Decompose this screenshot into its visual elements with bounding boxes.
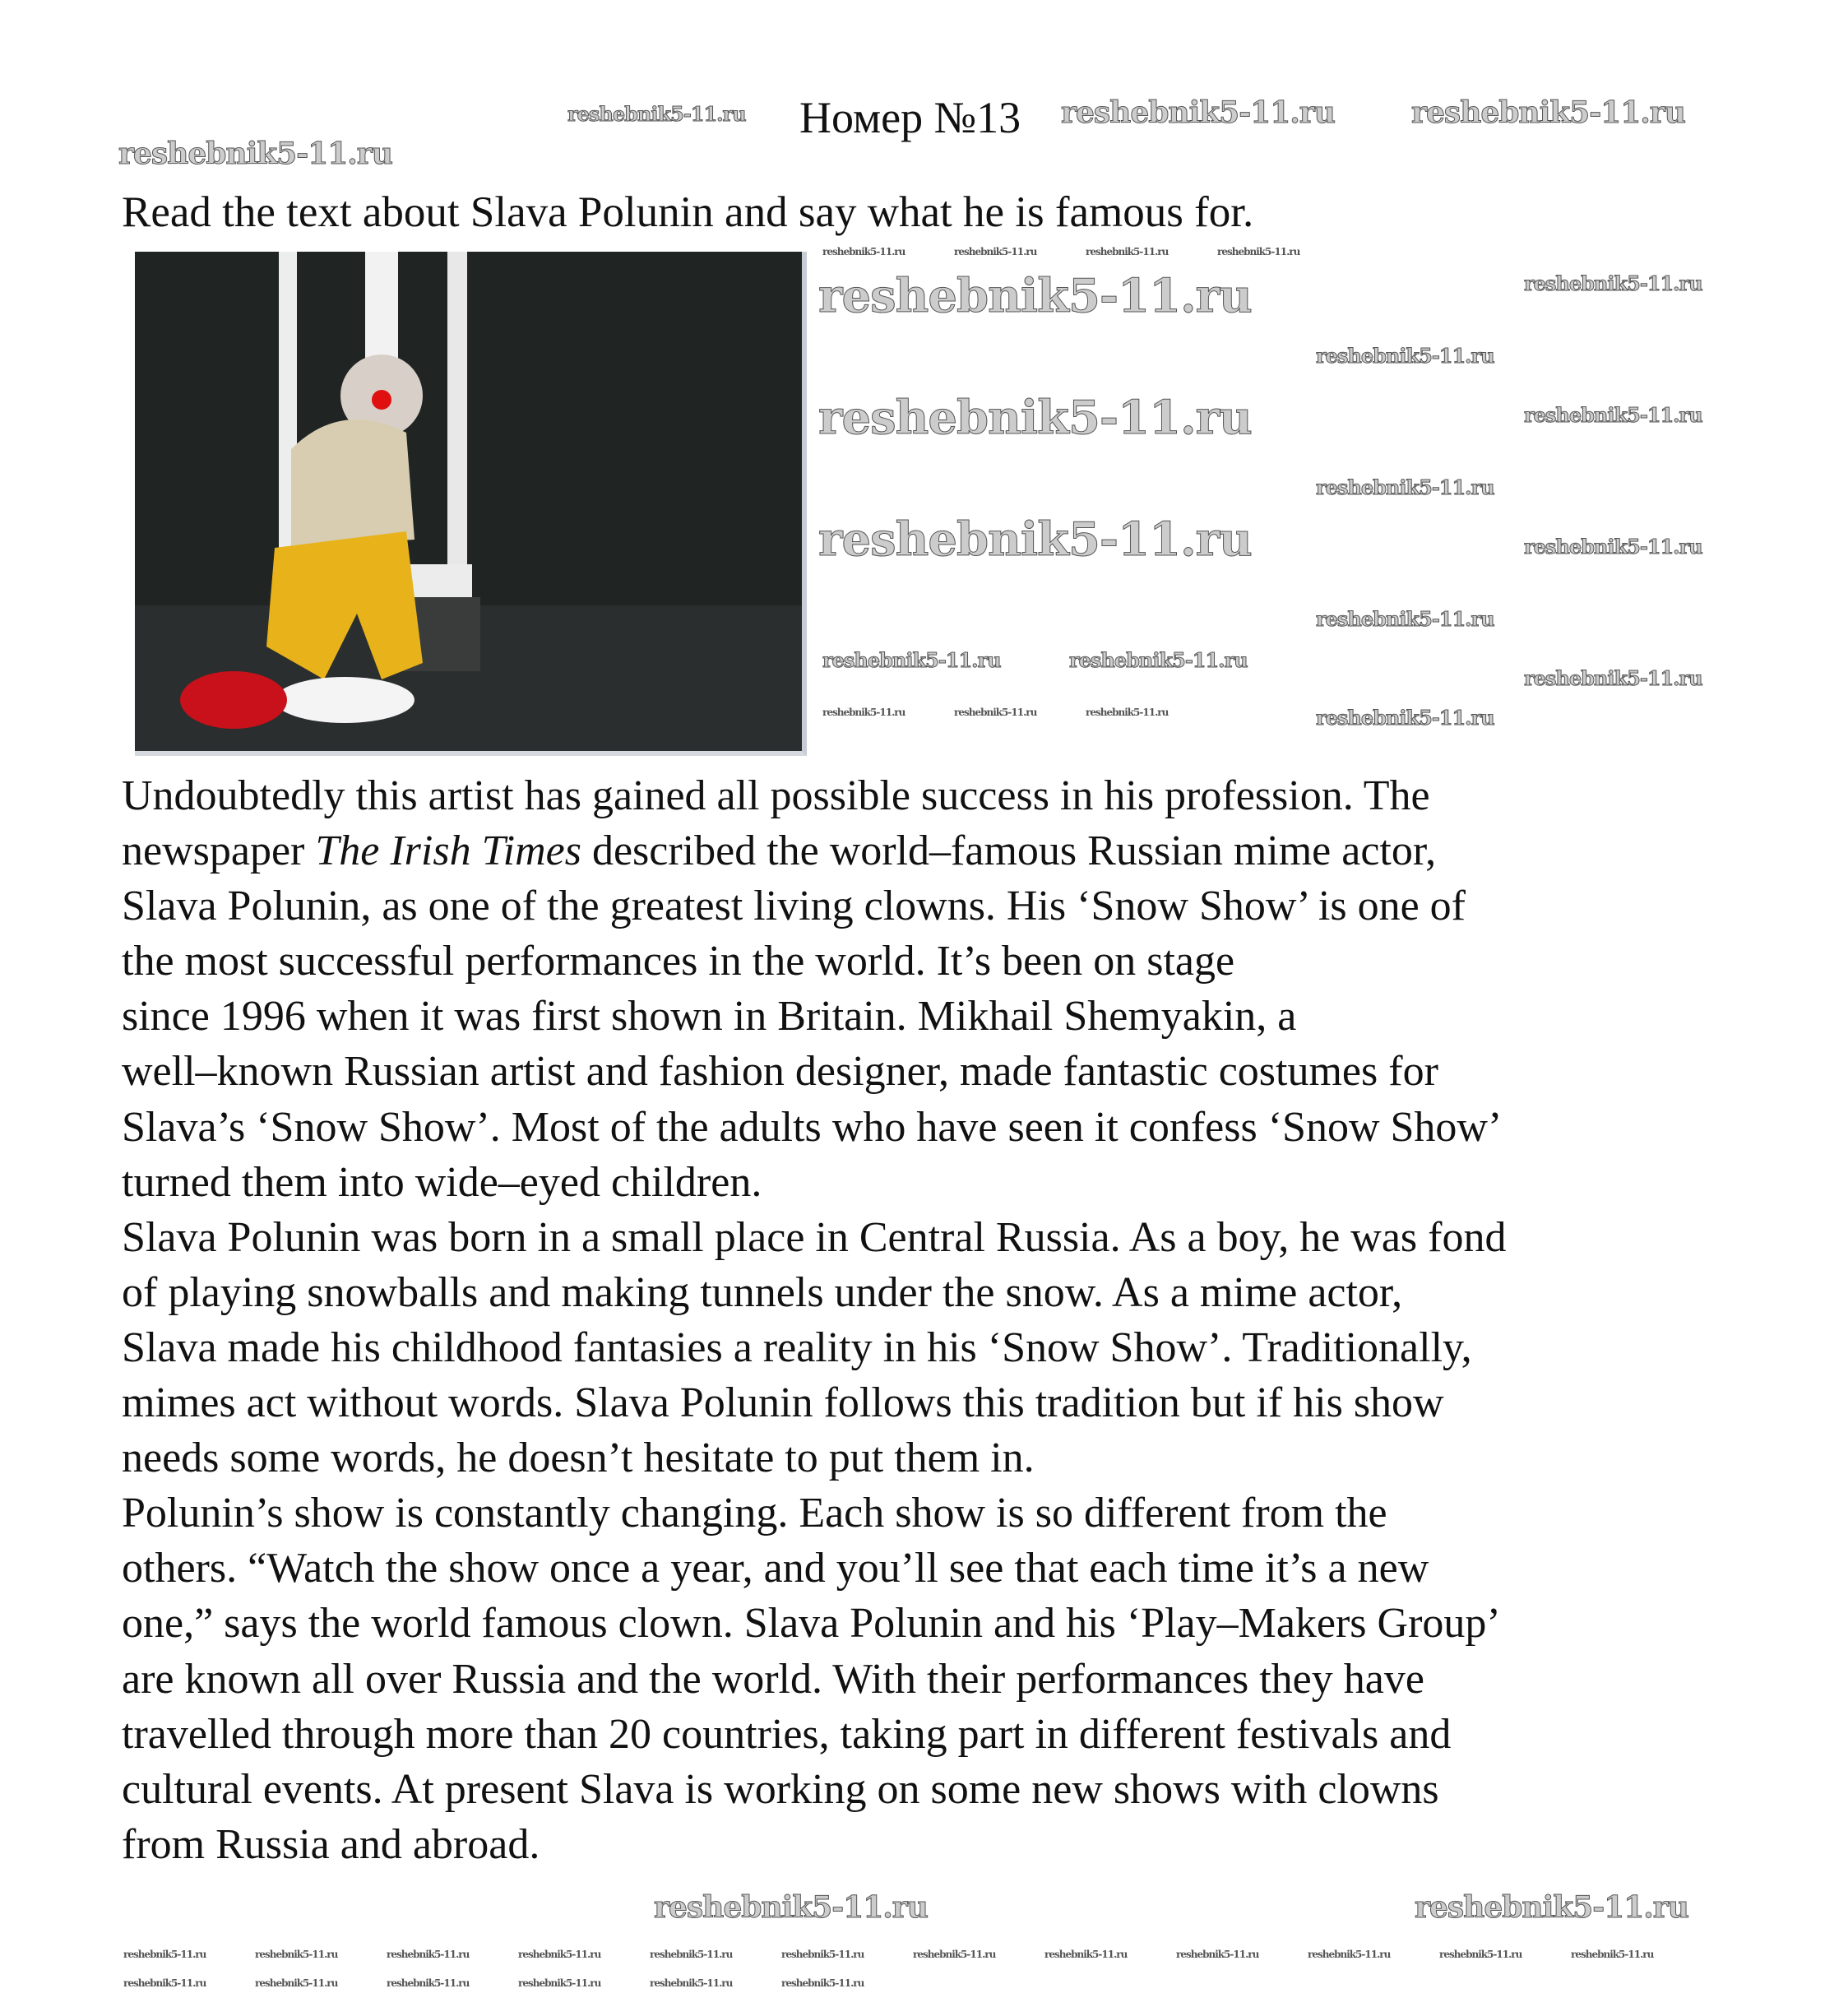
text-line xyxy=(122,878,1506,934)
watermark: reshebnik5-11.ru xyxy=(255,1949,338,1960)
text-line xyxy=(122,1541,1506,1596)
watermark: reshebnik5-11.ru xyxy=(518,1977,601,1989)
text-line xyxy=(122,1486,1506,1541)
text-line xyxy=(122,1707,1506,1762)
watermark: reshebnik5-11.ru xyxy=(954,707,1037,718)
watermark: reshebnik5-11.ru xyxy=(781,1949,864,1960)
text-line-content: from Russia and abroad. xyxy=(122,1820,540,1868)
watermark: reshebnik5-11.ru xyxy=(1316,706,1494,730)
text-line-content: cultural events. At present Slava is working on some new shows with clowns xyxy=(122,1765,1439,1813)
text-line xyxy=(122,1210,1506,1265)
watermark: reshebnik5-11.ru xyxy=(1308,1949,1391,1960)
watermark: reshebnik5-11.ru xyxy=(1176,1949,1259,1960)
text-line xyxy=(122,1817,1506,1872)
watermark: reshebnik5-11.ru xyxy=(1571,1949,1654,1960)
text-line-content: the most successful performances in the world. It’s been on stage xyxy=(122,938,1235,985)
watermark: reshebnik5-11.ru xyxy=(818,269,1252,323)
watermark: reshebnik5-11.ru xyxy=(1524,666,1702,690)
watermark: reshebnik5-11.ru xyxy=(518,1949,601,1960)
text-line xyxy=(122,1265,1506,1320)
text-line-content: Slava’s ‘Snow Show’. Most of the adults who have seen it confess ‘Snow Show’ xyxy=(122,1103,1503,1151)
text-line-content: well–known Russian artist and fashion designer, made fantastic costumes for xyxy=(122,1048,1438,1096)
text-line-content: travelled through more than 20 countries, taking part in different festivals and xyxy=(122,1710,1452,1758)
watermark: reshebnik5-11.ru xyxy=(255,1977,338,1989)
text-line-content: newspaper xyxy=(122,827,316,875)
text-line xyxy=(122,768,1506,823)
text-line-content: since 1996 when it was first shown in Britain. Mikhail Shemyakin, a xyxy=(122,993,1297,1041)
watermark: reshebnik5-11.ru xyxy=(818,391,1252,445)
watermark: reshebnik5-11.ru xyxy=(1217,246,1300,257)
text-line-content: mimes act without words. Slava Polunin follows this tradition but if his show xyxy=(122,1379,1444,1427)
watermark: reshebnik5-11.ru xyxy=(822,246,905,257)
watermark: reshebnik5-11.ru xyxy=(650,1977,733,1989)
watermark: reshebnik5-11.ru xyxy=(1069,648,1248,672)
watermark: reshebnik5-11.ru xyxy=(818,512,1252,567)
article-text xyxy=(122,768,1506,1872)
text-line xyxy=(122,1100,1506,1155)
text-line-content: Slava made his childhood fantasies a reality in his ‘Snow Show’. Traditionally, xyxy=(122,1323,1472,1371)
watermark: reshebnik5-11.ru xyxy=(822,707,905,718)
text-line xyxy=(122,989,1506,1044)
watermark: reshebnik5-11.ru xyxy=(913,1949,996,1960)
watermark: reshebnik5-11.ru xyxy=(1524,403,1702,427)
watermark: reshebnik5-11.ru xyxy=(118,137,392,171)
clown-photo-icon xyxy=(135,252,807,756)
text-line xyxy=(122,934,1506,989)
watermark: reshebnik5-11.ru xyxy=(654,1890,928,1925)
watermark: reshebnik5-11.ru xyxy=(1415,1890,1688,1925)
watermark: reshebnik5-11.ru xyxy=(1061,95,1335,130)
watermark: reshebnik5-11.ru xyxy=(1316,344,1494,368)
watermark: reshebnik5-11.ru xyxy=(1524,535,1702,559)
text-line xyxy=(122,1155,1506,1210)
watermark: reshebnik5-11.ru xyxy=(1044,1949,1128,1960)
page-title: Номер №13 xyxy=(799,93,1021,142)
text-line-content: Polunin’s show is constantly changing. Each show is so different from the xyxy=(122,1490,1387,1537)
watermark: reshebnik5-11.ru xyxy=(1316,607,1494,631)
watermark: reshebnik5-11.ru xyxy=(781,1977,864,1989)
watermark: reshebnik5-11.ru xyxy=(822,648,1001,672)
text-line xyxy=(122,1762,1506,1817)
task-instruction: Read the text about Slava Polunin and say what he is famous for. xyxy=(122,188,1254,236)
watermark: reshebnik5-11.ru xyxy=(650,1949,733,1960)
text-line-content: are known all over Russia and the world. With their performances they have xyxy=(122,1655,1424,1703)
text-line-content: of playing snowballs and making tunnels under the snow. As a mime actor, xyxy=(122,1268,1403,1316)
newspaper-title: The Irish Times xyxy=(315,827,581,875)
text-line-content: one,” says the world famous clown. Slava Polunin and his ‘Play–Makers Group’ xyxy=(122,1600,1501,1648)
text-line-content: Slava Polunin, as one of the greatest living clowns. His ‘Snow Show’ is one of xyxy=(122,883,1466,930)
text-line-content: Undoubtedly this artist has gained all possible success in his profession. The xyxy=(122,772,1430,819)
text-line xyxy=(122,1652,1506,1707)
text-line-content: needs some words, he doesn’t hesitate to put them in. xyxy=(122,1435,1035,1482)
watermark: reshebnik5-11.ru xyxy=(387,1949,470,1960)
watermark: reshebnik5-11.ru xyxy=(387,1977,470,1989)
watermark: reshebnik5-11.ru xyxy=(954,246,1037,257)
text-line-content: described the world–famous Russian mime actor, xyxy=(581,827,1437,875)
watermark: reshebnik5-11.ru xyxy=(1439,1949,1522,1960)
watermark: reshebnik5-11.ru xyxy=(1086,707,1169,718)
text-line-content: Slava Polunin was born in a small place in Central Russia. As a boy, he was fond xyxy=(122,1213,1507,1261)
text-line xyxy=(122,1596,1506,1651)
text-line xyxy=(122,1044,1506,1099)
text-line xyxy=(122,823,1506,878)
text-line xyxy=(122,1430,1506,1486)
watermark: reshebnik5-11.ru xyxy=(1086,246,1169,257)
text-line-content: turned them into wide–eyed children. xyxy=(122,1158,762,1206)
watermark: reshebnik5-11.ru xyxy=(1524,271,1702,295)
text-line-content: others. “Watch the show once a year, and you’ll see that each time it’s a new xyxy=(122,1545,1429,1592)
text-line xyxy=(122,1375,1506,1430)
watermark: reshebnik5-11.ru xyxy=(123,1949,206,1960)
text-line xyxy=(122,1320,1506,1375)
watermark: reshebnik5-11.ru xyxy=(1316,475,1494,499)
watermark: reshebnik5-11.ru xyxy=(1411,95,1685,130)
watermark: reshebnik5-11.ru xyxy=(567,102,746,126)
watermark: reshebnik5-11.ru xyxy=(123,1977,206,1989)
